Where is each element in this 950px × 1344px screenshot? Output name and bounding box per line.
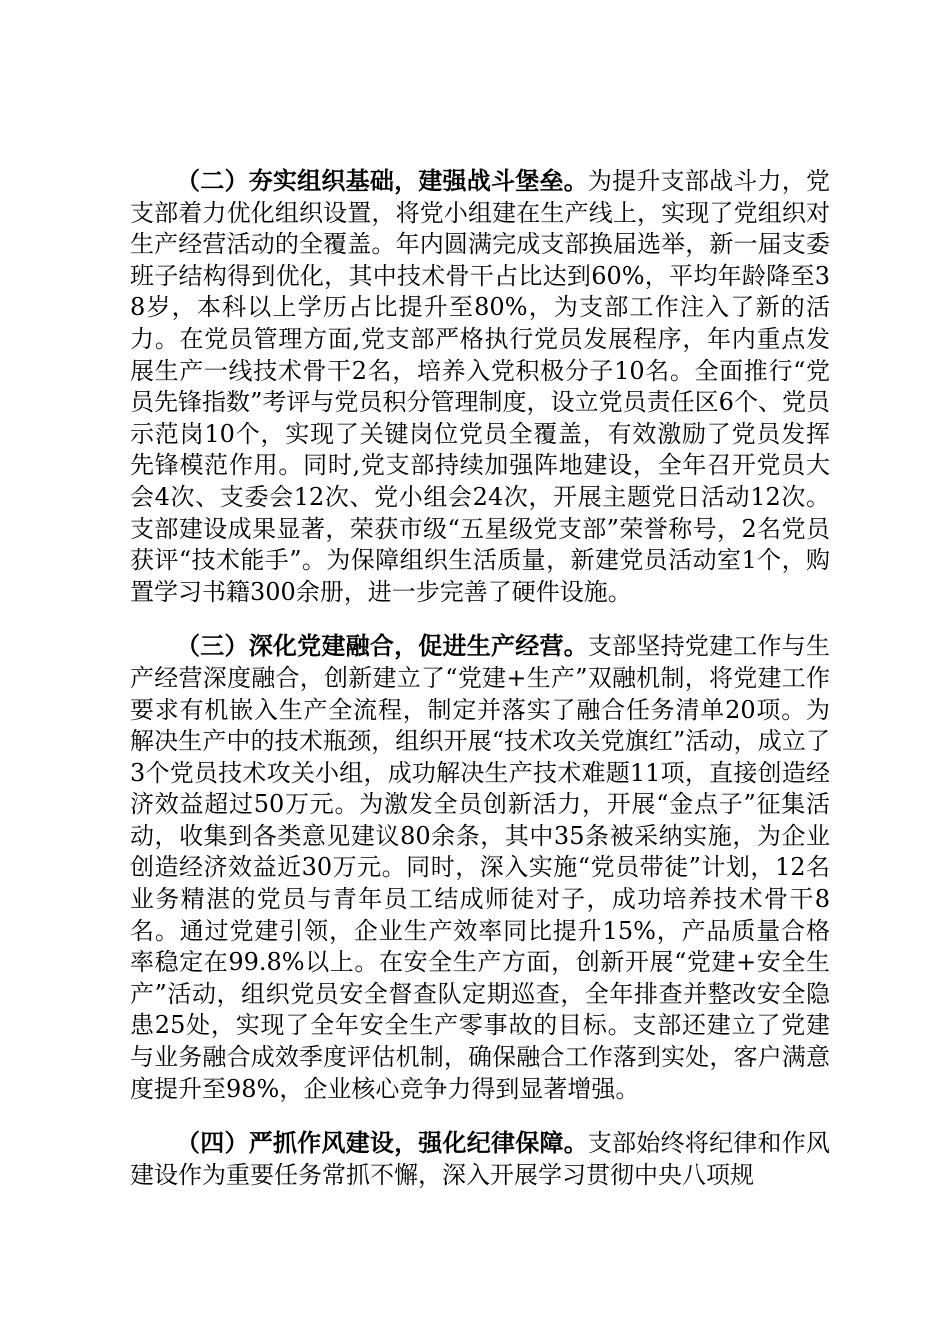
section-heading: （四）严抓作风建设，强化纪律保障。: [176, 1129, 588, 1158]
paragraph-organization: [130, 166, 830, 608]
paragraph-body: 支部始终将纪律和作风建设作为重要任务常抓不懈，深入开展学习贯彻中央八项规: [130, 1129, 830, 1189]
paragraph-integration: [130, 631, 830, 1105]
section-heading: （三）深化党建融合，促进生产经营。: [176, 632, 588, 661]
paragraph-body: 为提升支部战斗力，党支部着力优化组织设置，将党小组建在生产线上，实现了党组织对生产经营活动的全覆盖。年内圆满完成支部换届选举，新一届支委班子结构得到优化，其中技术骨干占比达到60%，平均年龄降至38岁，本科以上学历占比提升至80%，为支部工作注入了新的活力。在党员管理方面,党支部严格执行党员发展程序，年内重点发展生产一线技术骨干2名，培养入党积极分子10名。全面推行“党员先锋指数”考评与党员积分管理制度，设立党员责任区6个、党员示范岗10个，实现了关键岗位党员全覆盖，有效激励了党员发挥先锋模范作用。同时,党支部持续加强阵地建设，全年召开党员大会4次、支委会12次、党小组会24次，开展主题党日活动12次。支部建设成果显著，荣获市级“五星级党支部”荣誉称号，2名党员获评“技术能手”。为保障组织生活质量，新建党员活动室1个，购置学习书籍300余册，进一步完善了硬件设施。: [130, 167, 830, 606]
paragraph-body: 支部坚持党建工作与生产经营深度融合，创新建立了“党建+生产”双融机制，将党建工作要求有机嵌入生产全流程，制定并落实了融合任务清单20项。为解决生产中的技术瓶颈，组织开展“技术攻关党旗红”活动，成立了3个党员技术攻关小组，成功解决生产技术难题11项，直接创造经济效益超过50万元。为激发全员创新活力，开展“金点子”征集活动，收集到各类意见建议80余条，其中35条被采纳实施，为企业创造经济效益近30万元。同时，深入实施“党员带徒”计划，12名业务精湛的党员与青年员工结成师徒对子，成功培养技术骨干8名。通过党建引领，企业生产效率同比提升15%，产品质量合格率稳定在99.8%以上。在安全生产方面，创新开展“党建+安全生产”活动，组织党员安全督查队定期巡查，全年排查并整改安全隐患25处，实现了全年安全生产零事故的目标。支部还建立了党建与业务融合成效季度评估机制，确保融合工作落到实处，客户满意度提升至98%，企业核心竞争力得到显著增强。: [130, 632, 830, 1103]
section-heading: （二）夯实组织基础，建强战斗堡垒。: [176, 167, 588, 195]
document-page: [130, 166, 830, 1214]
paragraph-discipline: [130, 1128, 830, 1191]
